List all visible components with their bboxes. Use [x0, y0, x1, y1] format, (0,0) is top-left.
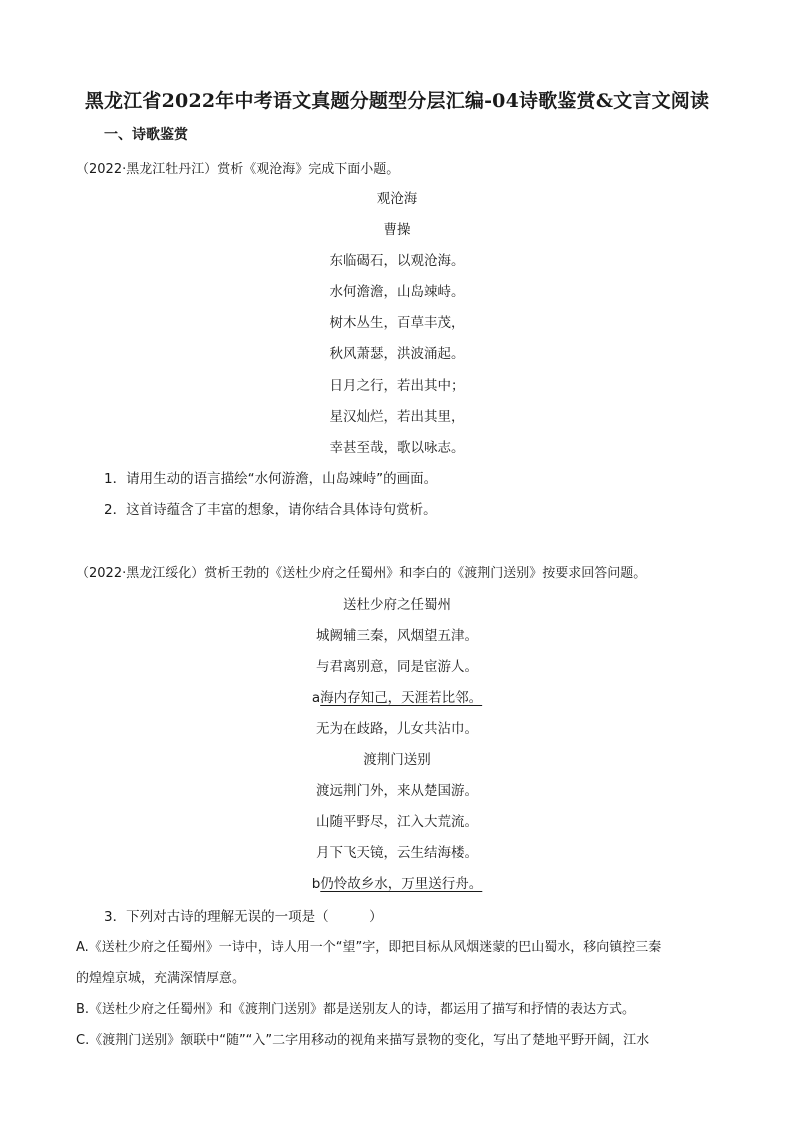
question-3: 3．下列对古诗的理解无误的一项是（ ）: [104, 909, 383, 925]
poem-line-marked-a: [0, 686, 794, 706]
poem-line: 渡远荆门外，来从楚国游。: [316, 783, 478, 799]
poem-title-guancanghai: 观沧海: [376, 191, 418, 207]
poem-line: 城阙辅三秦，风烟望五津。: [316, 628, 478, 644]
poem-title-songdushaofu: 送杜少府之任蜀州: [343, 597, 451, 613]
document-title: 黑龙江省2022年中考语文真题分题型分层汇编-04诗歌鉴赏&文言文阅读: [84, 90, 710, 112]
option-b: B.《送杜少府之任蜀州》和《渡荆门送别》都是送别友人的诗，都运用了描写和抒情的表达方式。: [76, 1002, 636, 1017]
option-c-line1: C.《渡荆门送别》颔联中“随”“入”二字用移动的视角来描写景物的变化，写出了楚地平野开阔，江水: [76, 1033, 650, 1048]
block1-intro: （2022·黑龙江牡丹江）赏析《观沧海》完成下面小题。: [76, 162, 400, 177]
poem-line: 无为在歧路，儿女共沾巾。: [316, 721, 478, 737]
poem-line: 日月之行，若出其中；: [329, 378, 465, 394]
poem-line: 幸甚至哉，歌以咏志。: [329, 440, 465, 456]
option-a-line2: 的煌煌京城，充满深情厚意。: [76, 971, 246, 986]
poem-author: 曹操: [383, 222, 411, 238]
underlined-line-b: 仍怜故乡水，万里送行舟。: [320, 876, 483, 892]
poem-line-marked-b: [0, 872, 794, 892]
question-1: 1．请用生动的语言描绘“水何游澹，山岛竦峙”的画面。: [104, 471, 438, 487]
underlined-line-a: 海内存知己，天涯若比邻。: [320, 690, 483, 706]
poem-line: 树木丛生，百草丰茂，: [329, 315, 465, 331]
poem-line: 东临碣石，以观沧海。: [329, 253, 465, 269]
question-2: 2．这首诗蕴含了丰富的想象，请你结合具体诗句赏析。: [104, 502, 437, 518]
poem-title-dujingmen: 渡荆门送别: [363, 752, 431, 768]
section-heading: 一、诗歌鉴赏: [104, 127, 188, 143]
poem-line: 秋风萧瑟，洪波涌起。: [329, 346, 465, 362]
poem-line: 星汉灿烂，若出其里，: [329, 409, 465, 425]
marker-b: b: [311, 876, 321, 892]
poem-line: 与君离别意，同是宦游人。: [316, 659, 478, 675]
poem-line: 月下飞天镜，云生结海楼。: [316, 845, 478, 861]
poem-line: 山随平野尽，江入大荒流。: [316, 814, 478, 830]
marker-a: a: [311, 690, 321, 706]
poem-line: 水何澹澹，山岛竦峙。: [329, 284, 465, 300]
option-a-line1: A.《送杜少府之任蜀州》一诗中，诗人用一个“望”字，即把目标从风烟迷蒙的巴山蜀水，移向镇控三秦: [76, 940, 662, 955]
block2-intro: （2022·黑龙江绥化）赏析王勃的《送杜少府之任蜀州》和李白的《渡荆门送别》按要求回答问题。: [76, 566, 647, 581]
